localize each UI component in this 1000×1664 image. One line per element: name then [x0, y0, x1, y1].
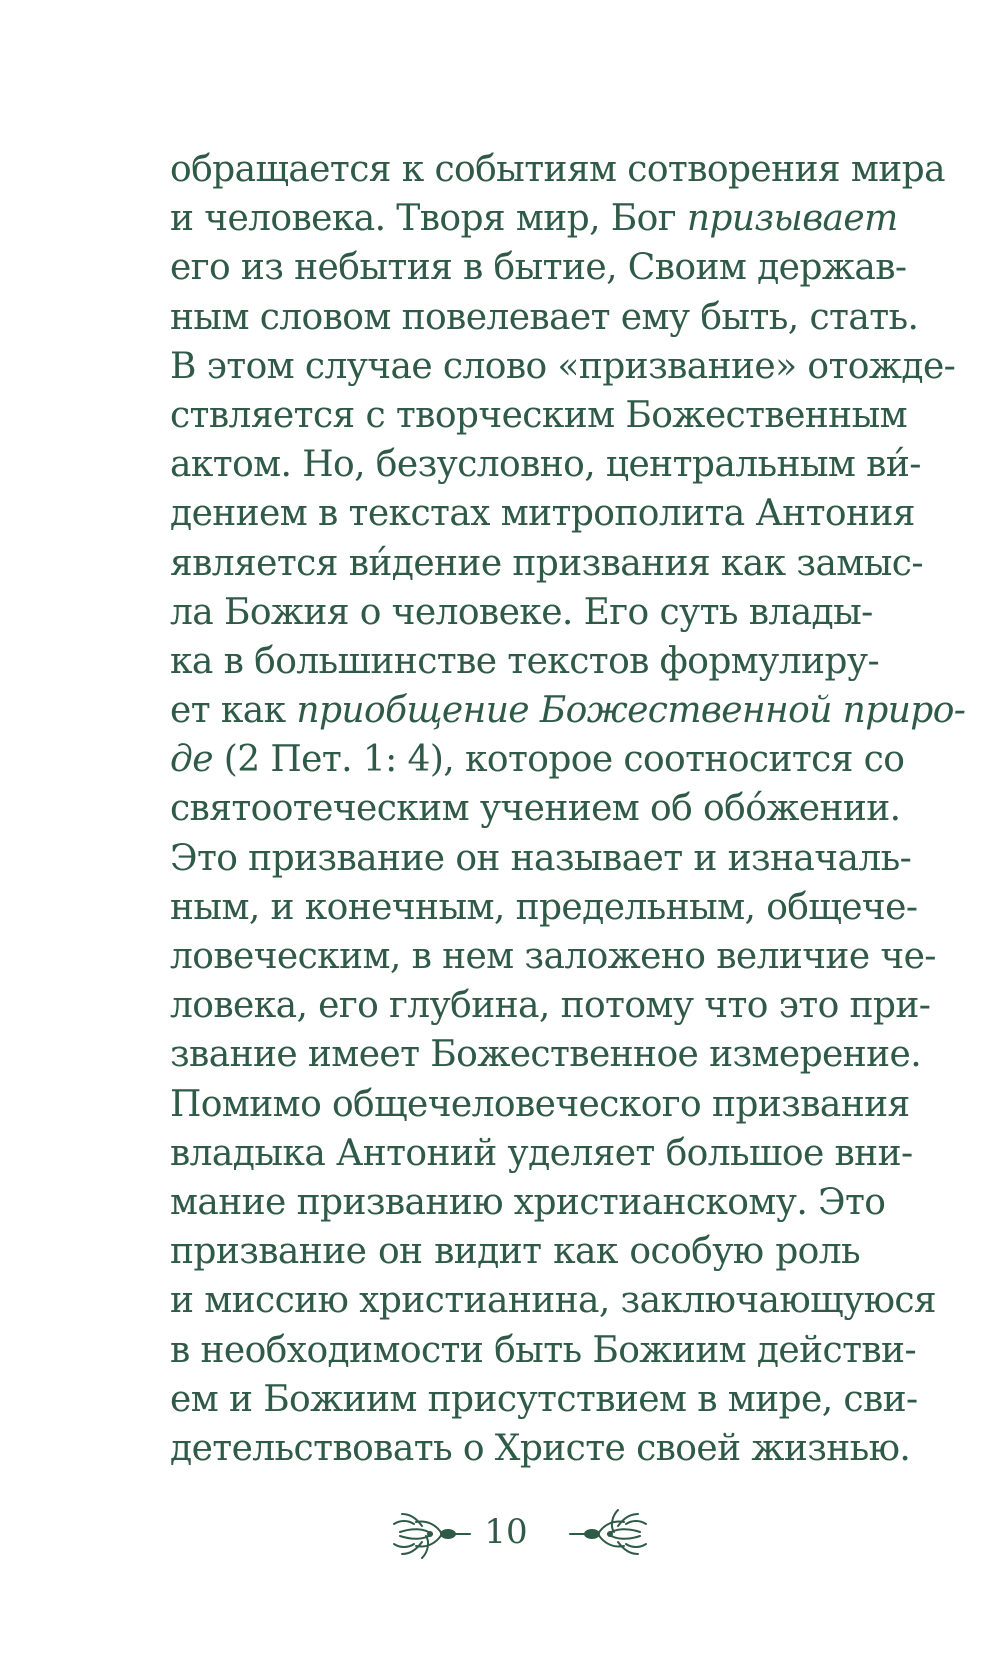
text-line: ловека, его глубина, потому что это при- [170, 985, 931, 1027]
text-line [170, 735, 905, 784]
text-line: актом. Но, безусловно, центральным ви́- [170, 444, 921, 486]
text-line [170, 686, 966, 735]
text-line [170, 194, 898, 243]
text-line: ным, и конечным, предельным, общече- [170, 886, 918, 928]
page-footer [0, 1500, 1000, 1572]
text-line: и миссию христианина, заключающуюся [170, 1280, 937, 1322]
text-segment: и человека. Творя мир, Бог [170, 198, 687, 240]
text-line: владыка Антоний уделяет большое вни- [170, 1132, 913, 1174]
page-number: 10 [484, 1512, 528, 1552]
body-text [170, 145, 966, 1473]
text-segment: ет как [170, 690, 297, 732]
text-line: в необходимости быть Божиим действи- [170, 1329, 917, 1371]
italic-segment: призывает [686, 198, 898, 240]
text-line: является ви́дение призвания как замыс- [170, 542, 923, 584]
text-line: призвание он видит как особую роль [170, 1231, 860, 1273]
text-line: ла Божия о человеке. Его суть влады- [170, 591, 873, 633]
text-line: ствляется с творческим Божественным [170, 394, 908, 436]
text-line: ем и Божиим присутствием в мире, сви- [170, 1378, 918, 1420]
text-line: дением в текстах митрополита Антония [170, 493, 915, 535]
text-line: детельствовать о Христе своей жизнью. [170, 1427, 911, 1469]
text-line: ловеческим, в нем заложено величие че- [170, 936, 936, 977]
floral-ornament-icon [568, 1506, 648, 1562]
text-segment: (2 Пет. 1: 4), которое соотносится со [212, 739, 905, 781]
text-line: мание призванию христианскому. Это [170, 1181, 886, 1223]
text-line: звание имеет Божественное измерение. [170, 1034, 922, 1076]
text-line: ка в большинстве текстов формулиру- [170, 640, 880, 682]
text-line: Помимо общечеловеческого призвания [170, 1083, 910, 1125]
text-line: ным словом повелевает ему быть, стать. [170, 296, 919, 338]
text-line: его из небытия в бытие, Своим держав- [170, 247, 907, 289]
text-line: В этом случае слово «призвание» отожде- [170, 345, 956, 387]
text-line: обращается к событиям сотворения мира [170, 149, 945, 190]
floral-ornament-icon [392, 1506, 472, 1562]
text-line: Это призвание он называет и изначаль- [170, 837, 912, 879]
italic-segment: приобщение Божественной приро- [296, 690, 966, 732]
italic-segment: де [170, 739, 213, 781]
text-line: святоотеческим учением об обо́жении. [170, 788, 901, 830]
